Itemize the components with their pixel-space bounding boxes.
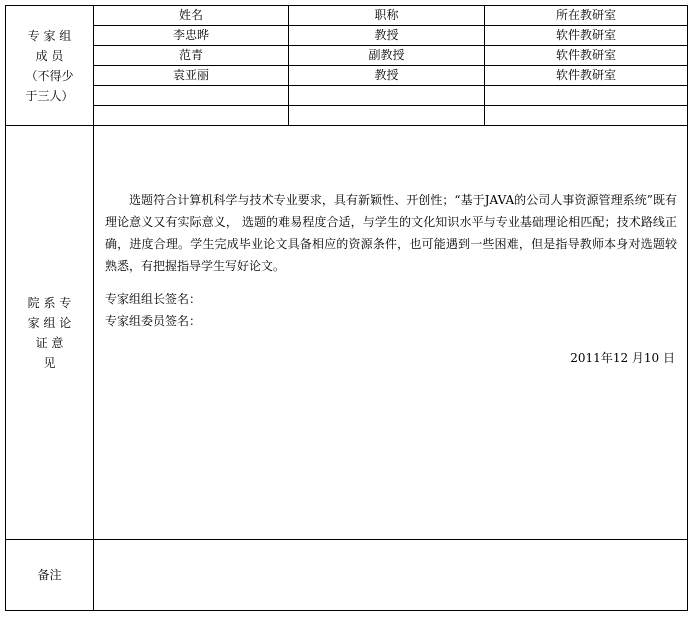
- member-department: 软件教研室: [485, 46, 688, 66]
- leader-signature-line: 专家组组长签名：: [105, 292, 202, 306]
- member-row: [6, 66, 688, 86]
- header-name: 姓名: [94, 6, 289, 26]
- member-row: [6, 26, 688, 46]
- member-name: 李忠晔: [94, 26, 289, 46]
- member-title: [289, 86, 485, 106]
- member-title: 教授: [289, 26, 485, 46]
- opinion-label-line: 证 意: [35, 335, 64, 350]
- expert-group-label: [6, 6, 94, 126]
- opinion-label-line: 家 组 论: [27, 315, 72, 330]
- member-department: [485, 106, 688, 126]
- member-signature-line: 专家组委员签名：: [105, 314, 202, 328]
- expert-group-label-line: （不得少: [25, 68, 74, 83]
- remarks-label: [6, 540, 94, 611]
- member-row-empty: [6, 86, 688, 106]
- remarks-label-text: 备注: [37, 568, 62, 582]
- member-name: 袁亚丽: [94, 66, 289, 86]
- member-name: 范青: [94, 46, 289, 66]
- remarks-content-text: [94, 540, 687, 610]
- opinion-label: [6, 126, 94, 540]
- member-department: [485, 86, 688, 106]
- expert-group-label-line: 成 员: [35, 48, 64, 63]
- member-row: [6, 46, 688, 66]
- header-title: 职称: [289, 6, 485, 26]
- expert-group-label-line: 专 家 组: [27, 28, 72, 43]
- opinion-date: 2011年12 月10 日: [570, 351, 675, 365]
- remarks-content: [94, 540, 688, 611]
- member-department: 软件教研室: [485, 26, 688, 46]
- member-row-empty: [6, 106, 688, 126]
- opinion-row: [6, 126, 688, 540]
- member-name: [94, 86, 289, 106]
- header-department: 所在教研室: [485, 6, 688, 26]
- member-name: [94, 106, 289, 126]
- member-title: [289, 106, 485, 126]
- thesis-review-form: [5, 5, 688, 611]
- member-department: 软件教研室: [485, 66, 688, 86]
- opinion-label-line: 院 系 专: [27, 295, 72, 310]
- expert-group-label-line: 于三人）: [25, 88, 74, 103]
- member-title: 副教授: [289, 46, 485, 66]
- remarks-row: [6, 540, 688, 611]
- opinion-body-text: 选题符合计算机科学与技术专业要求，具有新颖性、开创性；“基于JAVA的公司人事资源管理系统”既有理论意义又有实际意义， 选题的难易程度合适，与学生的文化知识水平与专业基础理论相匹配；技术路线正确，进度合理。学生完成毕业论文具备相应的资源条件，也可能遇到一些困难，但是指导教师本身对选题较熟悉，有把握指导学生写好论文。: [105, 193, 677, 273]
- opinion-content: [94, 126, 688, 540]
- expert-group-header-row: [6, 6, 688, 26]
- opinion-label-line: 见: [43, 355, 56, 370]
- member-title: 教授: [289, 66, 485, 86]
